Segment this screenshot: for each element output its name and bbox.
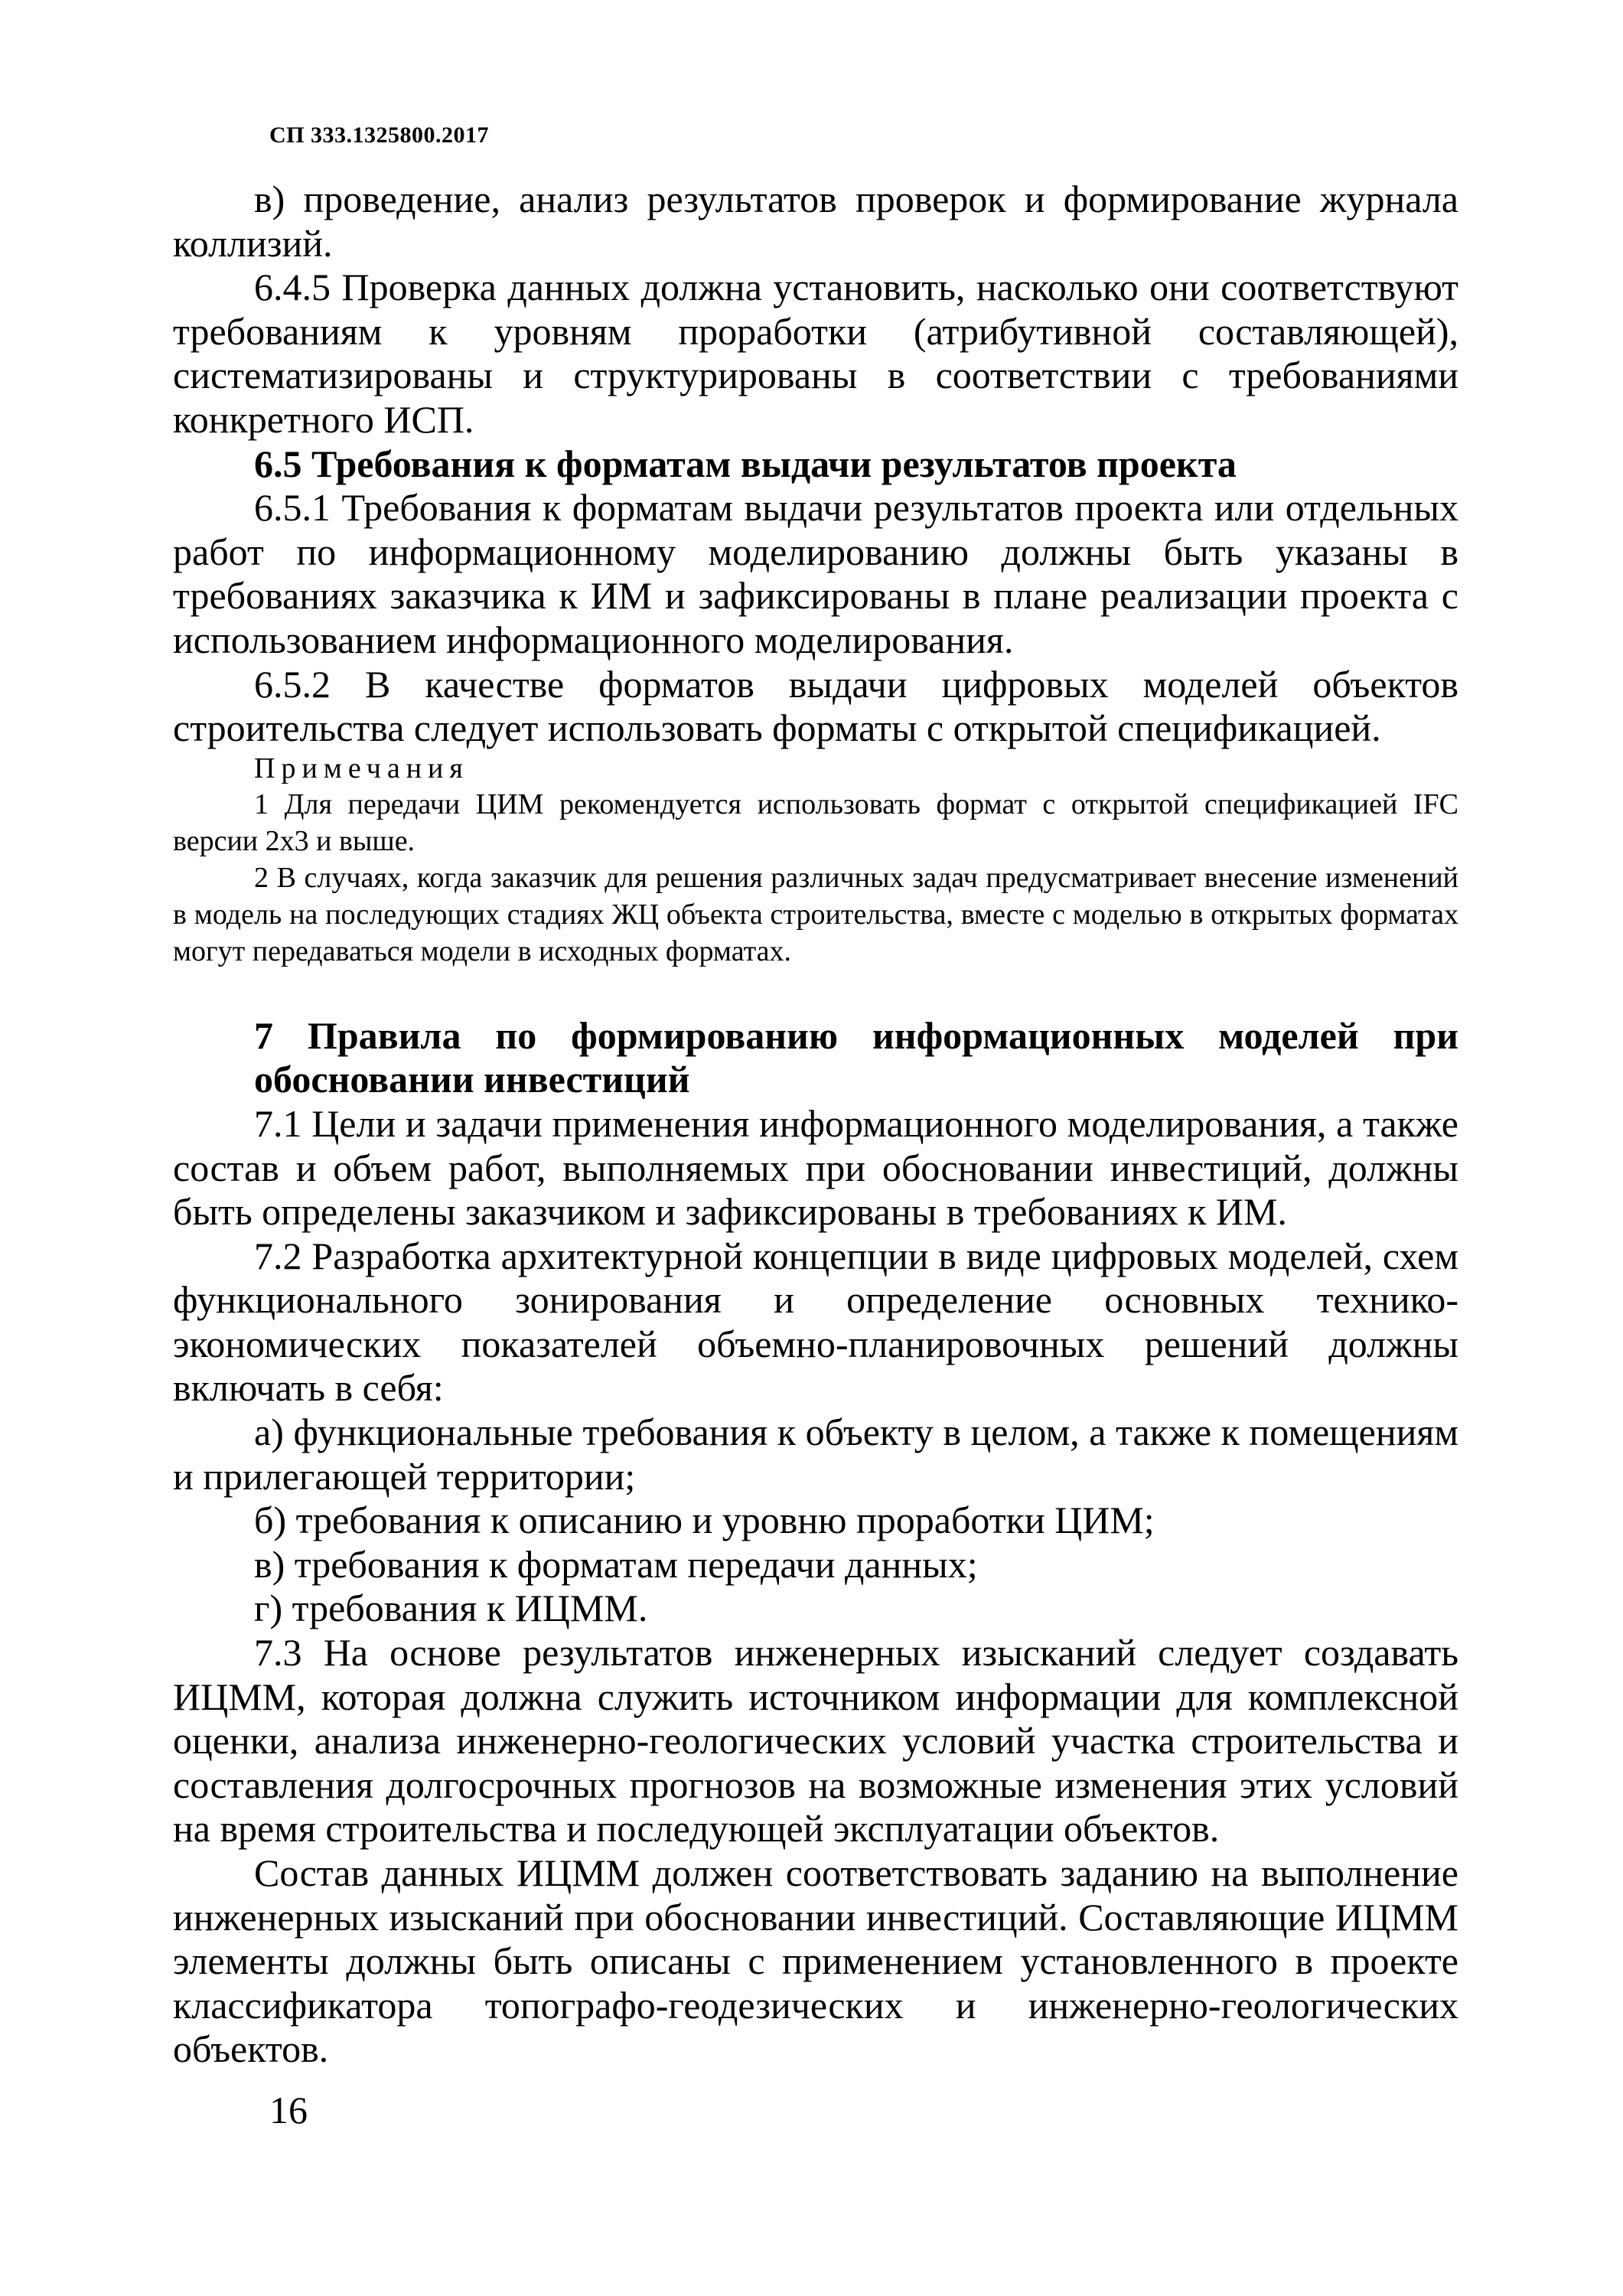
- clause-6-5-1: 6.5.1 Требования к форматам выдачи результатов проекта или отдельных работ по информационному моделированию должны быть указаны в требованиях заказчика к ИМ и зафиксированы в плане реализации проекта с использованием информационного моделирования.: [173, 486, 1458, 661]
- page-number: 16: [269, 2089, 308, 2131]
- note-1: 1 Для передачи ЦИМ рекомендуется использовать формат с открытой спецификацией IFC версии 2х3 и выше.: [173, 788, 1458, 857]
- list-item-v: в) требования к форматам передачи данных;: [254, 1542, 978, 1586]
- section-heading-7: 7 Правила по формированию информационных моделей при обосновании инвестиций: [254, 1013, 1458, 1101]
- clause-6-4-5: 6.4.5 Проверка данных должна установить, насколько они соответствуют требованиям к уровням проработки (атрибутивной составляющей), систематизированы и структурированы в соответствии с требованиями конкретного ИСП.: [173, 266, 1458, 441]
- section-gap: [173, 970, 1458, 1014]
- list-item-a: а) функциональные требования к объекту в целом, а также к помещениям и прилегающей территории;: [173, 1411, 1458, 1498]
- clause-7-3: 7.3 На основе результатов инженерных изысканий следует создавать ИЦММ, которая должна служить источником информации для комплексной оценки, анализа инженерно-геологических условий участка строительства и составления долгосрочных прогнозов на возможные изменения этих условий на время строительства и последующей эксплуатации объектов.: [173, 1631, 1458, 1851]
- section-heading-6-5: 6.5 Требования к форматам выдачи результатов проекта: [254, 442, 1237, 485]
- notes-label: Примечания: [254, 752, 469, 784]
- list-item-b: б) требования к описанию и уровню проработки ЦИМ;: [254, 1499, 1155, 1542]
- clause-7-3-continued: Состав данных ИЦММ должен соответствовать заданию на выполнение инженерных изысканий при обосновании инвестиций. Составляющие ИЦММ элементы должны быть описаны с применением установленного в проекте классификатора топографо-геодезических и инженерно-геологических объектов.: [173, 1851, 1458, 2071]
- clause-7-2: 7.2 Разработка архитектурной концепции в виде цифровых моделей, схем функционального зонирования и определение основных технико-экономических показателей объемно-планировочных решений должны включать в себя:: [173, 1234, 1458, 1410]
- document-body: [173, 178, 1458, 2072]
- clause-6-5-2: 6.5.2 В качестве форматов выдачи цифровых моделей объектов строительства следует использовать форматы с открытой спецификацией.: [173, 662, 1458, 750]
- document-code-header: СП 333.1325800.2017: [269, 122, 489, 148]
- list-item-v-checks: в) проведение, анализ результатов проверок и формирование журнала коллизий.: [173, 178, 1458, 265]
- list-item-g: г) требования к ИЦММ.: [254, 1587, 648, 1630]
- clause-7-1: 7.1 Цели и задачи применения информационного моделирования, а также состав и объем работ, выполняемых при обосновании инвестиций, должны быть определены заказчиком и зафиксированы в требованиях к ИМ.: [173, 1101, 1458, 1234]
- note-2: 2 В случаях, когда заказчик для решения различных задач предусматривает внесение изменений в модель на последующих стадиях ЖЦ объекта строительства, вместе с моделью в открытых форматах могут передаваться модели в исходных форматах.: [173, 861, 1458, 967]
